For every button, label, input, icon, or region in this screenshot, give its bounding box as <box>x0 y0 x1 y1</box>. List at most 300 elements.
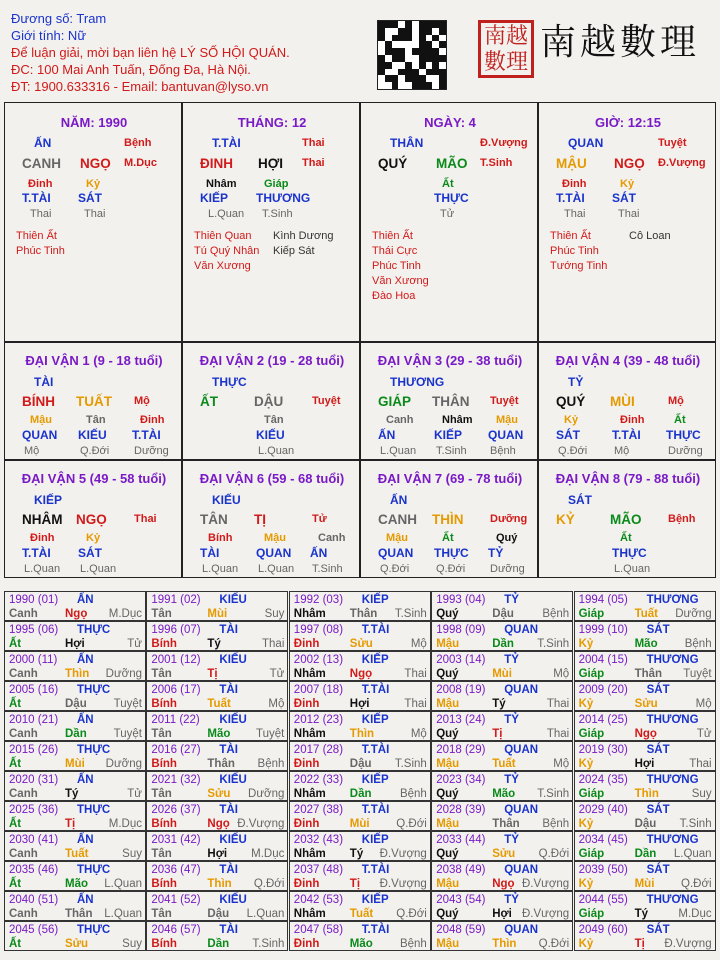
life-stage: Dưỡng <box>668 445 703 457</box>
year-stage: Đ.Vượng <box>379 848 427 860</box>
year-label: 2042 (53) <box>293 894 344 906</box>
year-label: 1997 (08) <box>293 624 344 636</box>
year-cell[interactable] <box>289 831 431 861</box>
year-can: Tân <box>151 848 172 860</box>
year-cell[interactable] <box>146 711 288 741</box>
year-cell[interactable] <box>289 591 431 621</box>
year-can: Đinh <box>293 938 320 950</box>
year-label: 2041 (52) <box>151 894 201 906</box>
life-stage-1: Thai <box>30 208 52 220</box>
dai-van-note: Tuyệt <box>312 395 341 407</box>
year-label: 2031 (42) <box>151 834 201 846</box>
life-stage: Q.Đới <box>80 445 110 457</box>
hidden-stem: Mậu <box>264 532 286 544</box>
year-chi: Tý <box>492 698 506 710</box>
year-cell[interactable] <box>574 591 716 621</box>
life-stage: T.Sinh <box>312 563 343 575</box>
year-cell[interactable] <box>289 621 431 651</box>
hidden-stem: Đinh <box>620 414 645 426</box>
year-label: 2039 (50) <box>578 864 628 876</box>
year-label: 2013 (24) <box>436 714 486 726</box>
year-chi: Sửu <box>349 638 373 650</box>
year-stage: Thai <box>546 728 570 740</box>
year-label: 2028 (39) <box>436 804 486 816</box>
year-can: Canh <box>9 908 38 920</box>
year-stage: Đ.Vượng <box>379 878 427 890</box>
year-label: 1994 (05) <box>578 594 628 606</box>
year-label: 2022 (33) <box>293 774 344 786</box>
year-stage: Đ.Vượng <box>237 818 285 830</box>
year-god: ẤN <box>77 774 94 786</box>
year-cell[interactable] <box>146 621 288 651</box>
pillar-title: GIỜ: 12:15 <box>594 115 661 130</box>
year-cell[interactable] <box>431 621 573 651</box>
year-can: Nhâm <box>293 788 326 800</box>
star-left: Văn Xương <box>194 260 251 272</box>
year-chi: Dần <box>65 728 87 740</box>
year-label: 1998 (09) <box>436 624 486 636</box>
dai-van-cell <box>360 342 538 460</box>
year-label: 2049 (60) <box>578 924 628 936</box>
year-label: 2032 (43) <box>293 834 344 846</box>
life-stage: Mộ <box>614 445 630 457</box>
year-label: 2046 (57) <box>151 924 201 936</box>
year-stage: Dưỡng <box>105 668 142 680</box>
year-cell[interactable] <box>574 801 716 831</box>
hidden-god: KIẾP <box>434 428 463 442</box>
year-chi: Thân <box>65 908 93 920</box>
year-god: THỰC <box>77 684 111 696</box>
dai-van-note: Mộ <box>668 395 684 407</box>
dai-van-chi: DẬU <box>254 394 284 409</box>
year-cell[interactable] <box>4 651 146 681</box>
dai-van-chi: NGỌ <box>76 512 107 527</box>
year-god: KIẾP <box>361 714 389 726</box>
year-label: 1999 (10) <box>578 624 628 636</box>
year-cell[interactable] <box>4 591 146 621</box>
year-cell[interactable] <box>289 741 431 771</box>
year-cell[interactable] <box>289 801 431 831</box>
year-stage: Tuyệt <box>683 668 712 680</box>
red-seal-logo: 南越 數理 <box>478 20 534 78</box>
year-stage: Mộ <box>410 728 427 740</box>
year-stage: Đ.Vượng <box>664 938 712 950</box>
year-cell[interactable] <box>431 831 573 861</box>
year-can: Nhâm <box>293 908 326 920</box>
year-chi: Thìn <box>349 728 375 740</box>
hidden-stem-1: Nhâm <box>206 178 237 190</box>
year-god: THỰC <box>77 864 111 876</box>
life-stage-2: Thai <box>618 208 640 220</box>
year-chi: Dậu <box>349 758 372 770</box>
year-label: 2017 (28) <box>293 744 344 756</box>
year-label: 2012 (23) <box>293 714 344 726</box>
dai-van-title: ĐẠI VẬN 6 (59 - 68 tuổi) <box>199 471 345 486</box>
year-god: KIẾP <box>361 834 389 846</box>
year-stage: Thai <box>689 758 712 770</box>
year-label: 2035 (46) <box>9 864 59 876</box>
year-stage: Bệnh <box>542 818 570 830</box>
year-can: Đinh <box>293 818 320 830</box>
year-cell[interactable] <box>289 651 431 681</box>
year-god: SÁT <box>646 924 670 936</box>
hidden-god: TÀI <box>200 546 220 560</box>
hidden-stem: Ất <box>442 532 454 544</box>
dai-van-can: QUÝ <box>556 394 586 409</box>
dai-van-god: TÀI <box>34 375 54 389</box>
year-god: TỶ <box>504 654 519 666</box>
year-label: 2015 (26) <box>9 744 59 756</box>
header-info <box>11 10 371 95</box>
year-stage: L.Quan <box>104 908 142 920</box>
year-chi: Thìn <box>634 788 659 800</box>
dai-van-god: SÁT <box>568 493 592 507</box>
pillar-chi: NGỌ <box>614 156 645 171</box>
star-left: Thiên Ất <box>550 230 591 242</box>
year-cell[interactable] <box>4 741 146 771</box>
year-god: THỰC <box>77 924 111 936</box>
year-cell[interactable] <box>574 711 716 741</box>
pillar-top-note: Thai <box>302 137 325 149</box>
year-cell[interactable] <box>431 921 573 951</box>
year-god: SÁT <box>646 804 670 816</box>
year-label: 2045 (56) <box>9 924 59 936</box>
year-stage: L.Quan <box>246 908 285 920</box>
year-god: T.TÀI <box>361 684 390 696</box>
year-cell[interactable] <box>289 921 431 951</box>
year-stage: Dưỡng <box>675 608 712 620</box>
pillar-top-god: ẤN <box>34 136 52 150</box>
year-stage: T.Sinh <box>252 938 285 950</box>
dai-van-title: ĐẠI VẬN 8 (79 - 88 tuổi) <box>555 471 701 486</box>
pillar-cell <box>4 102 182 342</box>
year-stage: Tuyệt <box>113 698 142 710</box>
year-cell[interactable] <box>146 831 288 861</box>
year-chi: Ngọ <box>492 878 515 890</box>
pillar-title: THÁNG: 12 <box>237 115 307 130</box>
year-god: THỰC <box>77 804 111 816</box>
year-can: Giáp <box>578 668 605 680</box>
year-can: Tân <box>151 728 172 740</box>
year-chi: Tị <box>634 938 645 950</box>
year-chi: Tị <box>65 818 76 830</box>
year-cell[interactable] <box>431 681 573 711</box>
year-god: SÁT <box>646 624 670 636</box>
year-can: Kỷ <box>578 638 594 650</box>
year-cell[interactable] <box>4 831 146 861</box>
hidden-stem-2: Giáp <box>264 178 289 190</box>
life-stage: Bệnh <box>490 445 516 457</box>
year-chi: Tị <box>349 878 361 890</box>
year-cell[interactable] <box>289 681 431 711</box>
year-cell[interactable] <box>431 801 573 831</box>
year-can: Đinh <box>293 878 320 890</box>
pillar-title: NGÀY: 4 <box>424 115 476 130</box>
year-stage: M.Dục <box>108 818 142 830</box>
year-cell[interactable] <box>289 861 431 891</box>
year-label: 2040 (51) <box>9 894 59 906</box>
year-can: Quý <box>436 668 459 680</box>
year-god: TÀI <box>219 864 238 876</box>
star-left: Phúc Tinh <box>550 245 599 257</box>
year-cell[interactable] <box>431 861 573 891</box>
qr-code[interactable] <box>377 20 447 90</box>
year-cell[interactable] <box>431 891 573 921</box>
year-label: 2027 (38) <box>293 804 344 816</box>
year-cell[interactable] <box>574 921 716 951</box>
year-cell[interactable] <box>574 891 716 921</box>
star-left: Tú Quý Nhân <box>194 245 260 257</box>
year-can: Bính <box>151 638 177 650</box>
year-can: Nhâm <box>293 728 326 740</box>
year-cell[interactable] <box>4 771 146 801</box>
year-god: TỶ <box>504 834 519 846</box>
pillar-can: CANH <box>22 156 61 171</box>
year-cell[interactable] <box>4 801 146 831</box>
year-can: Quý <box>436 788 459 800</box>
hidden-stem: Bính <box>208 532 233 544</box>
year-cell[interactable] <box>146 891 288 921</box>
year-cell[interactable] <box>146 651 288 681</box>
hidden-god: ẤN <box>378 428 396 442</box>
year-cell[interactable] <box>146 591 288 621</box>
year-stage: T.Sinh <box>537 788 570 800</box>
dai-van-god: THƯƠNG <box>390 375 445 389</box>
year-stage: Đ.Vượng <box>521 878 570 890</box>
year-chi: Hợi <box>349 698 370 710</box>
year-can: Bính <box>151 698 177 710</box>
year-cell[interactable] <box>431 711 573 741</box>
year-can: Kỷ <box>578 758 594 770</box>
year-chi: Hợi <box>65 638 85 650</box>
year-chi: Dậu <box>492 608 514 620</box>
hidden-stem: Ất <box>620 532 632 544</box>
year-label: 1991 (02) <box>151 594 201 606</box>
year-label: 2034 (45) <box>578 834 628 846</box>
year-cell[interactable] <box>574 621 716 651</box>
hidden-stem: Tân <box>86 414 106 426</box>
year-cell[interactable] <box>574 861 716 891</box>
life-stage: T.Sinh <box>436 445 467 457</box>
dai-van-cell <box>4 342 182 460</box>
year-can: Tân <box>151 668 172 680</box>
year-can: Quý <box>436 608 459 620</box>
year-can: Nhâm <box>293 848 326 860</box>
life-stage-1: L.Quan <box>208 208 245 220</box>
year-chi: Thìn <box>207 878 232 890</box>
year-label: 2010 (21) <box>9 714 59 726</box>
dai-van-title: ĐẠI VẬN 3 (29 - 38 tuổi) <box>377 353 523 368</box>
year-label: 2018 (29) <box>436 744 486 756</box>
year-stage: T.Sinh <box>394 608 427 620</box>
year-god: THỰC <box>77 744 111 756</box>
hidden-god: THỰC <box>612 546 647 560</box>
year-chi: Tý <box>634 908 649 920</box>
year-can: Kỷ <box>578 878 594 890</box>
year-cell[interactable] <box>431 741 573 771</box>
year-stage: Q.Đới <box>538 938 570 950</box>
year-label: 2037 (48) <box>293 864 344 876</box>
year-stage: Suy <box>122 938 142 950</box>
hidden-god: QUAN <box>256 546 292 560</box>
year-chi: Dậu <box>65 698 87 710</box>
year-label: 1990 (01) <box>9 594 59 606</box>
year-cell[interactable] <box>289 711 431 741</box>
year-stage: Mộ <box>553 758 570 770</box>
year-label: 2009 (20) <box>578 684 628 696</box>
year-can: Kỷ <box>578 938 594 950</box>
year-stage: Thai <box>262 638 285 650</box>
year-cell[interactable] <box>289 771 431 801</box>
year-label: 2016 (27) <box>151 744 201 756</box>
year-chi: Dần <box>207 938 230 950</box>
year-god: QUAN <box>504 924 539 936</box>
hidden-stem: Kỷ <box>564 414 579 426</box>
year-cell[interactable] <box>289 891 431 921</box>
year-chi: Tị <box>207 668 218 680</box>
year-chi: Sửu <box>492 848 516 860</box>
year-god: ẤN <box>77 894 94 906</box>
year-god: QUAN <box>504 744 539 756</box>
year-god: T.TÀI <box>361 804 390 816</box>
dai-van-title: ĐẠI VẬN 4 (39 - 48 tuổi) <box>555 353 701 368</box>
pillar-cell <box>360 102 538 342</box>
hidden-stem: Mậu <box>496 414 518 426</box>
year-label: 2048 (59) <box>436 924 486 936</box>
year-stage: Bệnh <box>542 608 570 620</box>
year-god: KIẾU <box>219 894 247 906</box>
year-stage: Tuyệt <box>256 728 285 740</box>
year-chi: Sửu <box>65 938 89 950</box>
year-god: ẤN <box>77 834 94 846</box>
year-can: Ất <box>9 638 22 650</box>
year-chi: Tuất <box>634 608 659 620</box>
year-cell[interactable] <box>574 651 716 681</box>
year-cell[interactable] <box>431 591 573 621</box>
year-cell[interactable] <box>146 861 288 891</box>
year-label: 2023 (34) <box>436 774 486 786</box>
year-cell[interactable] <box>4 681 146 711</box>
star-left: Thiên Ất <box>372 230 413 242</box>
year-cell[interactable] <box>4 621 146 651</box>
year-can: Bính <box>151 758 177 770</box>
year-can: Canh <box>9 788 38 800</box>
year-can: Quý <box>436 728 459 740</box>
pillar-top-god: T.TÀI <box>212 136 241 150</box>
year-can: Bính <box>151 878 177 890</box>
hidden-god: QUAN <box>378 546 414 560</box>
dai-van-god: KIẾU <box>212 493 241 507</box>
year-chi: Hợi <box>207 848 228 860</box>
pillar-can: QUÝ <box>378 156 408 171</box>
life-stage: L.Quan <box>258 563 295 575</box>
pillar-top-god: QUAN <box>568 136 604 150</box>
year-chi: Tuất <box>492 758 516 770</box>
year-god: KIẾU <box>219 774 247 786</box>
year-chi: Mùi <box>65 758 85 770</box>
year-chi: Hợi <box>634 758 655 770</box>
year-chi: Ngọ <box>207 818 230 830</box>
year-label: 2007 (18) <box>293 684 344 696</box>
year-cell[interactable] <box>4 861 146 891</box>
year-stage: Q.Đới <box>681 878 712 890</box>
year-stage: Dưỡng <box>248 788 285 800</box>
year-god: TÀI <box>219 624 238 636</box>
year-cell[interactable] <box>4 921 146 951</box>
year-cell[interactable] <box>146 681 288 711</box>
year-god: TÀI <box>219 924 238 936</box>
year-god: TỶ <box>504 774 519 786</box>
year-cell[interactable] <box>4 891 146 921</box>
pillar-chi: NGỌ <box>80 156 111 171</box>
year-can: Mậu <box>436 698 460 710</box>
dai-van-god: ẤN <box>390 493 408 507</box>
hidden-god-1: T.TÀI <box>556 191 585 205</box>
hidden-god-2: THỰC <box>434 191 469 205</box>
year-chi: Thìn <box>65 668 90 680</box>
year-label: 2043 (54) <box>436 894 486 906</box>
year-god: ẤN <box>77 594 94 606</box>
year-chi: Mão <box>492 788 516 800</box>
year-stage: Dưỡng <box>105 758 142 770</box>
dai-van-chi: TỊ <box>254 512 266 527</box>
year-cell[interactable] <box>574 741 716 771</box>
year-cell[interactable] <box>4 711 146 741</box>
year-chi: Thân <box>207 758 235 770</box>
year-cell[interactable] <box>146 801 288 831</box>
year-god: KIẾU <box>219 834 247 846</box>
dai-van-note: Thai <box>134 513 157 525</box>
year-chi: Dậu <box>634 818 657 830</box>
year-god: SÁT <box>646 744 670 756</box>
year-cell[interactable] <box>146 921 288 951</box>
year-chi: Sửu <box>207 788 231 800</box>
hidden-god-2: THƯƠNG <box>256 191 311 205</box>
year-label: 2008 (19) <box>436 684 486 696</box>
year-label: 2005 (16) <box>9 684 59 696</box>
year-god: THƯƠNG <box>646 834 699 846</box>
year-god: TÀI <box>219 744 238 756</box>
year-god: ẤN <box>77 714 94 726</box>
hidden-stem: Quý <box>496 532 518 544</box>
hidden-god: QUAN <box>488 428 524 442</box>
year-can: Kỷ <box>578 818 594 830</box>
pillar-chi-note: Đ.Vượng <box>658 157 706 169</box>
year-god: KIẾP <box>361 894 389 906</box>
year-cell[interactable] <box>146 741 288 771</box>
year-chi: Thân <box>349 608 378 620</box>
hidden-god-2: SÁT <box>78 191 102 205</box>
year-stage: Thai <box>404 668 427 680</box>
gender: Giới tính: Nữ <box>11 28 87 43</box>
year-chi: Thân <box>634 668 663 680</box>
year-cell[interactable] <box>574 681 716 711</box>
year-cell[interactable] <box>574 831 716 861</box>
hidden-stem: Canh <box>318 532 346 544</box>
dai-van-cell <box>182 342 360 460</box>
dai-van-god: TỶ <box>568 375 584 389</box>
year-can: Nhâm <box>293 668 326 680</box>
life-stage-2: Thai <box>84 208 106 220</box>
year-can: Bính <box>151 938 177 950</box>
year-cell[interactable] <box>146 771 288 801</box>
year-cell[interactable] <box>574 771 716 801</box>
year-chi: Tuất <box>65 848 89 860</box>
year-stage: Mộ <box>268 698 285 710</box>
year-can: Kỷ <box>578 698 594 710</box>
year-cell[interactable] <box>431 651 573 681</box>
year-cell[interactable] <box>431 771 573 801</box>
